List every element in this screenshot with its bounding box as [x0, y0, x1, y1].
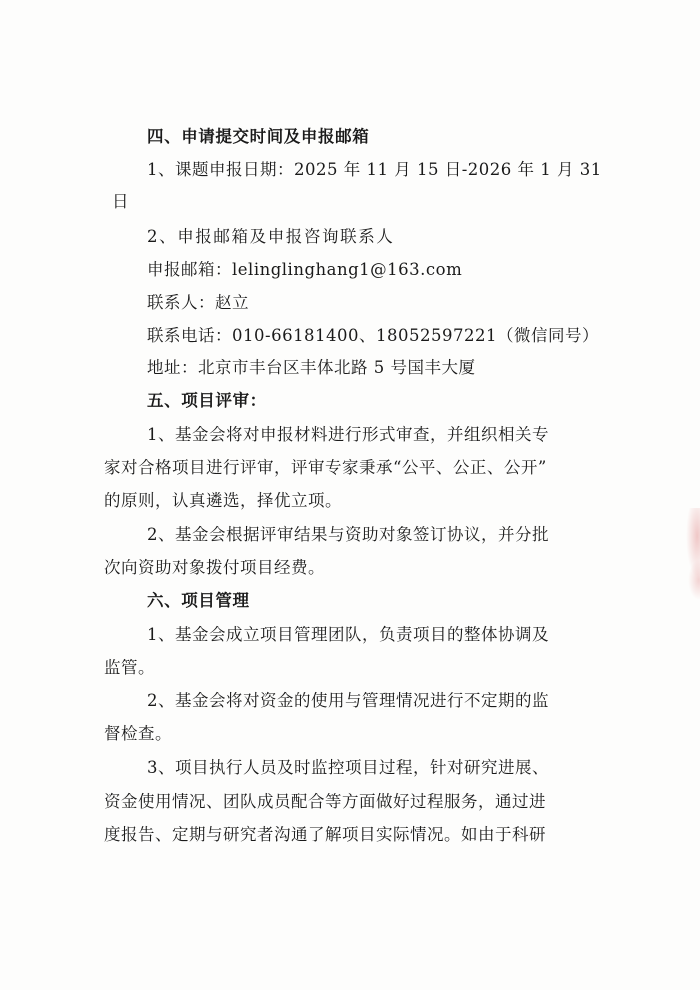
contact-phone: 联系电话：010-66181400、18052597221（微信同号） — [147, 326, 600, 345]
application-email: 申报邮箱：lelinglinghang1@163.com — [147, 260, 463, 279]
review-item1-line1: 1、基金会将对申报材料进行形式审查，并组织相关专 — [147, 425, 549, 444]
red-seal-edge-mark-lower — [688, 560, 700, 600]
management-item3-line1: 3、项目执行人员及时监控项目过程，针对研究进展、 — [147, 758, 549, 777]
contact-person: 联系人：赵立 — [147, 293, 249, 312]
management-item3-line2: 资金使用情况、团队成员配合等方面做好过程服务，通过进 — [104, 792, 546, 811]
email-contact-subheading: 2、申报邮箱及申报咨询联系人 — [147, 227, 395, 246]
management-item1-line2: 监管。 — [104, 658, 155, 677]
management-item2-line2: 督检查。 — [104, 724, 172, 743]
management-item1-line1: 1、基金会成立项目管理团队，负责项目的整体协调及 — [147, 625, 549, 644]
review-item2-line1: 2、基金会根据评审结果与资助对象签订协议，并分批 — [147, 525, 549, 544]
section-heading-project-review: 五、项目评审： — [147, 391, 267, 410]
contact-address: 地址：北京市丰台区丰体北路 5 号国丰大厦 — [147, 358, 476, 377]
section-heading-project-management: 六、项目管理 — [147, 591, 250, 610]
application-date-line: 1、课题申报日期：2025 年 11 月 15 日-2026 年 1 月 31 — [147, 160, 602, 179]
application-date-line-continued: 日 — [112, 192, 129, 211]
review-item1-line3: 的原则，认真遴选，择优立项。 — [104, 491, 342, 510]
section-heading-application-time: 四、申请提交时间及申报邮箱 — [147, 127, 370, 146]
review-item2-line2: 次向资助对象拨付项目经费。 — [104, 558, 325, 577]
management-item3-line3: 度报告、定期与研究者沟通了解项目实际情况。如由于科研 — [104, 825, 546, 844]
management-item2-line1: 2、基金会将对资金的使用与管理情况进行不定期的监 — [147, 691, 549, 710]
review-item1-line2: 家对合格项目进行评审，评审专家秉承“公平、公正、公开” — [104, 458, 547, 477]
